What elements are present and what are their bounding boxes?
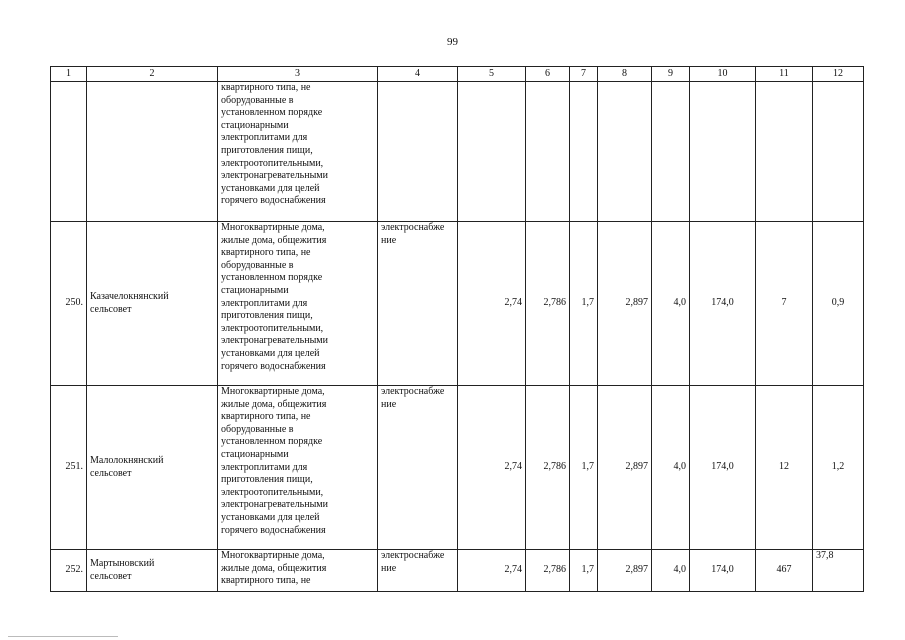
value-cell (690, 82, 756, 222)
column-header: 8 (598, 67, 652, 82)
value-cell (598, 82, 652, 222)
value-cell (813, 82, 864, 222)
value-cell: 174,0 (690, 550, 756, 592)
column-header: 5 (458, 67, 526, 82)
row-number: 252. (51, 550, 87, 592)
column-header: 6 (526, 67, 570, 82)
table-row (51, 222, 864, 386)
value-cell: 4,0 (652, 550, 690, 592)
settlement-cell: Малолокнянский сельсовет (87, 386, 218, 550)
value-cell: 2,74 (458, 550, 526, 592)
service-cell (378, 82, 458, 222)
value-cell: 2,897 (598, 386, 652, 550)
service-cell: электроснабже ние (378, 222, 458, 386)
value-cell: 2,786 (526, 386, 570, 550)
column-header: 9 (652, 67, 690, 82)
table-row (51, 82, 864, 222)
column-header: 4 (378, 67, 458, 82)
page-number: 99 (447, 36, 458, 48)
value-cell: 2,786 (526, 550, 570, 592)
settlement-cell: Казачелокнянский сельсовет (87, 222, 218, 386)
description-cell: Многоквартирные дома, жилые дома, общежития квартирного типа, не (218, 550, 378, 592)
value-cell (756, 82, 813, 222)
column-header: 2 (87, 67, 218, 82)
description-cell: квартирного типа, не оборудованные в установленном порядке стационарными электроплитами для приготовления пищи, электроотопительными, электронагревательными установками для целей горячего водоснабжения (218, 82, 378, 222)
tariff-table (50, 66, 864, 592)
value-cell (458, 82, 526, 222)
column-header: 7 (570, 67, 598, 82)
column-header: 12 (813, 67, 864, 82)
row-number (51, 82, 87, 222)
row-number: 250. (51, 222, 87, 386)
column-header: 11 (756, 67, 813, 82)
value-cell: 37,8 (813, 550, 864, 592)
value-cell: 174,0 (690, 386, 756, 550)
row-number: 251. (51, 386, 87, 550)
value-cell: 1,7 (570, 550, 598, 592)
value-cell: 2,74 (458, 222, 526, 386)
scan-mark (8, 636, 118, 637)
value-cell: 12 (756, 386, 813, 550)
header-row (51, 67, 864, 82)
column-header: 3 (218, 67, 378, 82)
table-row (51, 550, 864, 592)
value-cell: 7 (756, 222, 813, 386)
value-cell (652, 82, 690, 222)
service-cell: электроснабже ние (378, 550, 458, 592)
value-cell: 1,7 (570, 222, 598, 386)
value-cell: 2,897 (598, 222, 652, 386)
value-cell: 4,0 (652, 222, 690, 386)
column-header: 10 (690, 67, 756, 82)
column-header: 1 (51, 67, 87, 82)
value-cell: 4,0 (652, 386, 690, 550)
value-cell (570, 82, 598, 222)
description-cell: Многоквартирные дома, жилые дома, общежития квартирного типа, не оборудованные в установленном порядке стационарными электроплитами для приготовления пищи, электроотопительными, электронагревательными установками для целей горячего водоснабжения (218, 386, 378, 550)
value-cell: 467 (756, 550, 813, 592)
table-row (51, 386, 864, 550)
value-cell (526, 82, 570, 222)
service-cell: электроснабже ние (378, 386, 458, 550)
value-cell: 2,897 (598, 550, 652, 592)
settlement-cell (87, 82, 218, 222)
value-cell: 1,2 (813, 386, 864, 550)
value-cell: 2,786 (526, 222, 570, 386)
value-cell: 0,9 (813, 222, 864, 386)
value-cell: 2,74 (458, 386, 526, 550)
settlement-cell: Мартыновский сельсовет (87, 550, 218, 592)
value-cell: 1,7 (570, 386, 598, 550)
description-cell: Многоквартирные дома, жилые дома, общежития квартирного типа, не оборудованные в установленном порядке стационарными электроплитами для приготовления пищи, электроотопительными, электронагревательными установками для целей горячего водоснабжения (218, 222, 378, 386)
value-cell: 174,0 (690, 222, 756, 386)
